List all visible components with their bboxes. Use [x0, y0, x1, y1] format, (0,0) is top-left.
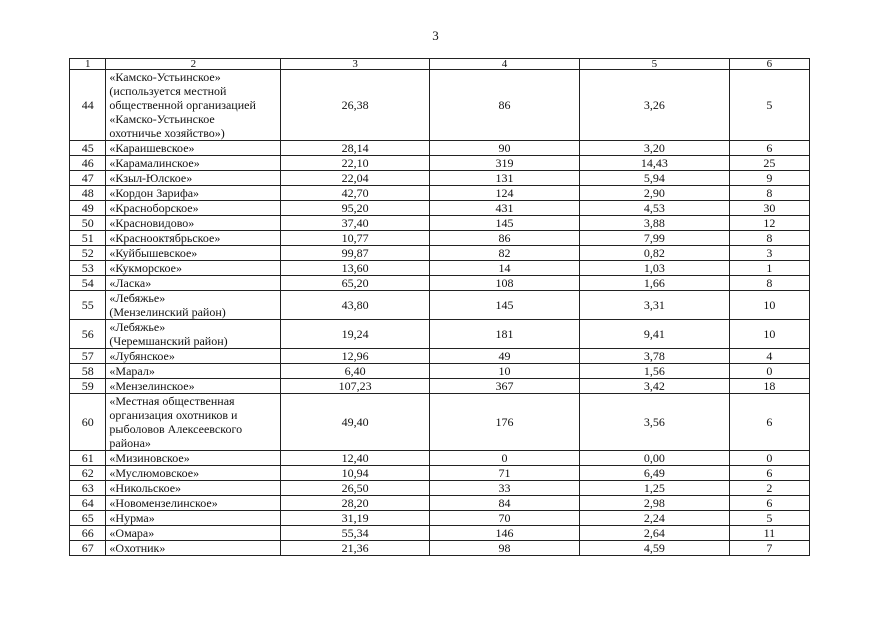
density-cell: 9,41 [579, 320, 729, 349]
table-row [70, 364, 810, 379]
ground-name-text: «Лебяжье» (Черемшанский район) [109, 320, 228, 348]
area-cell: 12,40 [281, 451, 430, 466]
density-cell: 7,99 [579, 231, 729, 246]
row-number-cell: 50 [70, 216, 106, 231]
ground-name-text: «Кзыл-Юлское» [109, 171, 193, 185]
row-number-cell: 45 [70, 141, 106, 156]
count-cell: 176 [430, 394, 580, 451]
ground-name-text: «Лебяжье» (Мензелинский район) [109, 291, 226, 319]
quota-cell: 0 [729, 364, 809, 379]
ground-name-text: «Мензелинское» [109, 379, 195, 393]
ground-name-cell [106, 261, 281, 276]
quota-cell: 6 [729, 394, 809, 451]
count-cell: 0 [430, 451, 580, 466]
quota-cell: 30 [729, 201, 809, 216]
ground-name-text: «Кукморское» [109, 261, 182, 275]
quota-cell: 8 [729, 276, 809, 291]
ground-name-text: «Омара» [109, 526, 155, 540]
ground-name-text: «Куйбышевское» [109, 246, 198, 260]
ground-name-text: «Ласка» [109, 276, 152, 290]
count-cell: 367 [430, 379, 580, 394]
ground-name-text: «Камско-Устьинское» (используется местной общественной организацией «Камско-Устьинское охотничье хозяйство») [109, 70, 256, 140]
area-cell: 22,04 [281, 171, 430, 186]
ground-name-cell [106, 511, 281, 526]
page-number: 3 [432, 28, 439, 43]
density-cell: 3,31 [579, 291, 729, 320]
row-number-cell: 44 [70, 70, 106, 141]
area-cell: 95,20 [281, 201, 430, 216]
area-cell: 55,34 [281, 526, 430, 541]
count-cell: 49 [430, 349, 580, 364]
count-cell: 82 [430, 246, 580, 261]
quota-cell: 1 [729, 261, 809, 276]
quota-cell: 5 [729, 70, 809, 141]
ground-name-cell [106, 156, 281, 171]
ground-name-cell [106, 216, 281, 231]
count-cell: 108 [430, 276, 580, 291]
ground-name-cell [106, 320, 281, 349]
ground-name-text: «Никольское» [109, 481, 182, 495]
count-cell: 431 [430, 201, 580, 216]
density-cell: 2,98 [579, 496, 729, 511]
quota-cell: 4 [729, 349, 809, 364]
area-cell: 10,77 [281, 231, 430, 246]
row-number-cell: 47 [70, 171, 106, 186]
table-row [70, 156, 810, 171]
density-cell: 3,88 [579, 216, 729, 231]
table-row [70, 451, 810, 466]
ground-name-text: «Лубянское» [109, 349, 175, 363]
quota-cell: 18 [729, 379, 809, 394]
density-cell: 3,78 [579, 349, 729, 364]
row-number-cell: 46 [70, 156, 106, 171]
column-number-row [70, 59, 810, 70]
count-cell: 145 [430, 291, 580, 320]
ground-name-text: «Карамалинское» [109, 156, 200, 170]
table-row [70, 394, 810, 451]
column-number: 4 [430, 59, 580, 70]
count-cell: 124 [430, 186, 580, 201]
ground-name-cell [106, 246, 281, 261]
count-cell: 98 [430, 541, 580, 556]
ground-name-text: «Охотник» [109, 541, 166, 555]
table-row [70, 246, 810, 261]
ground-name-text: «Кордон Зарифа» [109, 186, 200, 200]
area-cell: 26,50 [281, 481, 430, 496]
density-cell: 4,59 [579, 541, 729, 556]
row-number-cell: 49 [70, 201, 106, 216]
quota-cell: 8 [729, 186, 809, 201]
quota-cell: 6 [729, 466, 809, 481]
table-row [70, 291, 810, 320]
area-cell: 107,23 [281, 379, 430, 394]
count-cell: 181 [430, 320, 580, 349]
count-cell: 84 [430, 496, 580, 511]
quota-cell: 7 [729, 541, 809, 556]
row-number-cell: 67 [70, 541, 106, 556]
count-cell: 10 [430, 364, 580, 379]
area-cell: 37,40 [281, 216, 430, 231]
ground-name-text: «Местная общественная организация охотников и рыболовов Алексеевского района» [109, 394, 243, 450]
count-cell: 86 [430, 231, 580, 246]
area-cell: 28,14 [281, 141, 430, 156]
quota-cell: 5 [729, 511, 809, 526]
table-row [70, 201, 810, 216]
count-cell: 70 [430, 511, 580, 526]
row-number-cell: 58 [70, 364, 106, 379]
ground-name-cell [106, 231, 281, 246]
area-cell: 13,60 [281, 261, 430, 276]
ground-name-text: «Караишевское» [109, 141, 195, 155]
ground-name-cell [106, 276, 281, 291]
row-number-cell: 57 [70, 349, 106, 364]
quota-cell: 12 [729, 216, 809, 231]
density-cell: 3,42 [579, 379, 729, 394]
row-number-cell: 62 [70, 466, 106, 481]
row-number-cell: 51 [70, 231, 106, 246]
quota-cell: 6 [729, 496, 809, 511]
table-row [70, 541, 810, 556]
ground-name-text: «Краснооктябрьское» [109, 231, 221, 245]
quota-cell: 10 [729, 291, 809, 320]
area-cell: 65,20 [281, 276, 430, 291]
density-cell: 3,20 [579, 141, 729, 156]
ground-name-cell [106, 496, 281, 511]
count-cell: 131 [430, 171, 580, 186]
quota-cell: 25 [729, 156, 809, 171]
ground-name-text: «Красноборское» [109, 201, 199, 215]
ground-name-cell [106, 291, 281, 320]
quota-cell: 8 [729, 231, 809, 246]
area-cell: 22,10 [281, 156, 430, 171]
quota-cell: 10 [729, 320, 809, 349]
table-row [70, 496, 810, 511]
count-cell: 146 [430, 526, 580, 541]
area-cell: 10,94 [281, 466, 430, 481]
row-number-cell: 63 [70, 481, 106, 496]
table-row [70, 379, 810, 394]
density-cell: 5,94 [579, 171, 729, 186]
area-cell: 19,24 [281, 320, 430, 349]
area-cell: 42,70 [281, 186, 430, 201]
area-cell: 49,40 [281, 394, 430, 451]
table-row [70, 511, 810, 526]
ground-name-cell [106, 171, 281, 186]
count-cell: 86 [430, 70, 580, 141]
row-number-cell: 64 [70, 496, 106, 511]
density-cell: 4,53 [579, 201, 729, 216]
density-cell: 6,49 [579, 466, 729, 481]
density-cell: 1,25 [579, 481, 729, 496]
row-number-cell: 59 [70, 379, 106, 394]
row-number-cell: 61 [70, 451, 106, 466]
area-cell: 21,36 [281, 541, 430, 556]
table-row [70, 466, 810, 481]
quota-cell: 9 [729, 171, 809, 186]
column-number: 3 [281, 59, 430, 70]
ground-name-text: «Мизиновское» [109, 451, 190, 465]
area-cell: 28,20 [281, 496, 430, 511]
row-number-cell: 60 [70, 394, 106, 451]
row-number-cell: 52 [70, 246, 106, 261]
ground-name-cell [106, 201, 281, 216]
density-cell: 3,26 [579, 70, 729, 141]
table-row [70, 231, 810, 246]
quota-cell: 3 [729, 246, 809, 261]
ground-name-text: «Марал» [109, 364, 155, 378]
ground-name-cell [106, 526, 281, 541]
hunting-grounds-table [69, 58, 810, 556]
density-cell: 0,82 [579, 246, 729, 261]
ground-name-cell [106, 70, 281, 141]
table-row [70, 320, 810, 349]
table-row [70, 186, 810, 201]
row-number-cell: 56 [70, 320, 106, 349]
quota-cell: 11 [729, 526, 809, 541]
count-cell: 14 [430, 261, 580, 276]
count-cell: 90 [430, 141, 580, 156]
row-number-cell: 54 [70, 276, 106, 291]
ground-name-cell [106, 349, 281, 364]
ground-name-text: «Нурма» [109, 511, 155, 525]
density-cell: 1,66 [579, 276, 729, 291]
row-number-cell: 65 [70, 511, 106, 526]
area-cell: 26,38 [281, 70, 430, 141]
density-cell: 1,56 [579, 364, 729, 379]
row-number-cell: 66 [70, 526, 106, 541]
ground-name-cell [106, 394, 281, 451]
density-cell: 2,24 [579, 511, 729, 526]
ground-name-cell [106, 451, 281, 466]
ground-name-text: «Новомензелинское» [109, 496, 218, 510]
table-row [70, 70, 810, 141]
density-cell: 0,00 [579, 451, 729, 466]
ground-name-cell [106, 379, 281, 394]
row-number-cell: 53 [70, 261, 106, 276]
column-number: 6 [729, 59, 809, 70]
count-cell: 33 [430, 481, 580, 496]
density-cell: 2,90 [579, 186, 729, 201]
ground-name-cell [106, 466, 281, 481]
table-row [70, 216, 810, 231]
ground-name-cell [106, 141, 281, 156]
count-cell: 71 [430, 466, 580, 481]
table-row [70, 481, 810, 496]
table-row [70, 171, 810, 186]
column-number: 5 [579, 59, 729, 70]
ground-name-cell [106, 364, 281, 379]
table-row [70, 276, 810, 291]
count-cell: 145 [430, 216, 580, 231]
table-row [70, 261, 810, 276]
ground-name-cell [106, 541, 281, 556]
density-cell: 14,43 [579, 156, 729, 171]
quota-cell: 6 [729, 141, 809, 156]
ground-name-cell [106, 481, 281, 496]
column-number: 2 [106, 59, 281, 70]
area-cell: 12,96 [281, 349, 430, 364]
area-cell: 99,87 [281, 246, 430, 261]
row-number-cell: 48 [70, 186, 106, 201]
ground-name-text: «Муслюмовское» [109, 466, 200, 480]
area-cell: 6,40 [281, 364, 430, 379]
density-cell: 3,56 [579, 394, 729, 451]
row-number-cell: 55 [70, 291, 106, 320]
table-row [70, 349, 810, 364]
ground-name-cell [106, 186, 281, 201]
quota-cell: 2 [729, 481, 809, 496]
quota-cell: 0 [729, 451, 809, 466]
density-cell: 2,64 [579, 526, 729, 541]
density-cell: 1,03 [579, 261, 729, 276]
table-row [70, 526, 810, 541]
table-row [70, 141, 810, 156]
ground-name-text: «Красновидово» [109, 216, 195, 230]
column-number: 1 [70, 59, 106, 70]
area-cell: 31,19 [281, 511, 430, 526]
count-cell: 319 [430, 156, 580, 171]
area-cell: 43,80 [281, 291, 430, 320]
